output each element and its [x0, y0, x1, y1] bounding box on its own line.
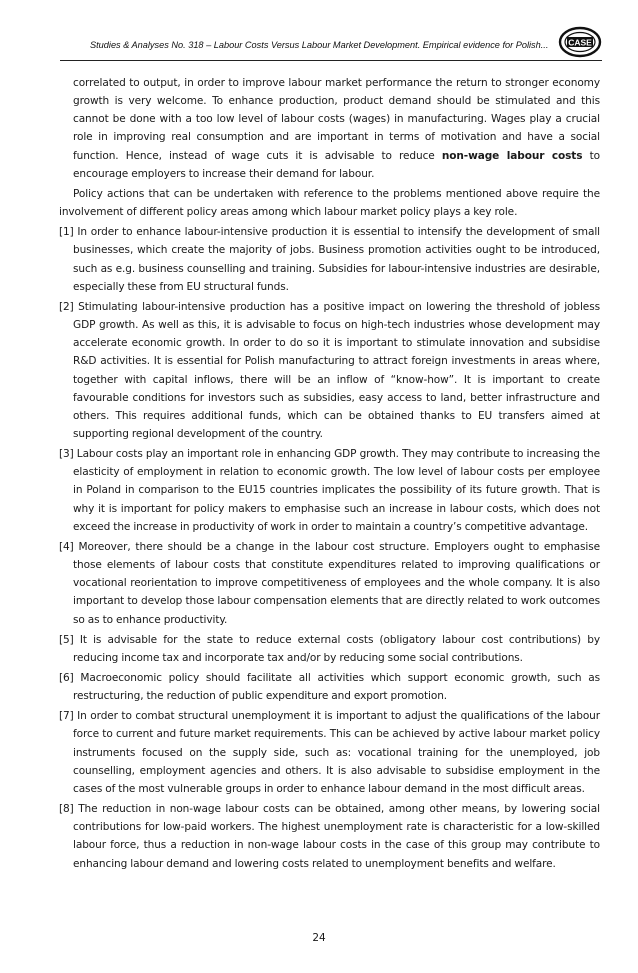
list-item-text: Labour costs play an important role in enhancing GDP growth. They may contribute to increasing the elasticity of employment in relation to economic growth. The low level of labour costs per employee in Poland in comparison to the EU15 countries implicates the possibility of its future growth. That is why it is important for policy makers to emphasise such an increase in labour costs, which does not exceed the increase in productivity of work in order to maintain a country’s competitive advantage.: [73, 448, 600, 533]
case-logo-graphic: [558, 26, 602, 58]
list-item-text: In order to combat structural unemployment it is important to adjust the qualifications of the labour force to current and future market requirements. This can be achieved by active labour market policy instruments focused on the supply side, such as: vocational training for the unemployed, job counselling, employment agencies and others. It is also advisable to subsidise employment in the cases of the most vulnerable groups in order to enhance labour demand in the most difficult areas.: [73, 710, 600, 795]
list-marker: [3]: [59, 448, 74, 461]
list-marker: [8]: [59, 803, 74, 816]
running-header: [60, 26, 602, 62]
list-item: [59, 707, 600, 798]
list-item: [59, 631, 600, 667]
list-item-text: Moreover, there should be a change in the labour cost structure. Employers ought to emphasise those elements of labour costs that constitute expenditures related to improving qualifications or vocational reorientation to improve competitiveness of employees and the whole company. It is also important to develop those labour compensation elements that are directly related to work outcomes so as to enhance productivity.: [73, 540, 600, 626]
case-logo-icon: [558, 26, 602, 58]
list-item-text: Stimulating labour-intensive production has a positive impact on lowering the threshold of jobless GDP growth. As well as this, it is advisable to focus on high-tech industries whose development may accelerate economic growth. In order to do so it is important to stimulate innovation and subsidise R&D activities. It is essential for Polish manufacturing to attract foreign investments in areas where, together with capital inflows, there will be an inflow of “know-how”. It is important to create favourable conditions for investors such as subsidies, easy access to land, better infrastructure and others. This requires additional funds, which can be obtained thanks to EU transfers aimed at supporting regional development of the country.: [73, 300, 600, 440]
list-item-text: It is advisable for the state to reduce external costs (obligatory labour cost contributions) by reducing income tax and incorporate tax and/or by reducing some social contributions.: [73, 633, 600, 664]
intro-text-2: to encourage employers to increase their demand for labour.: [73, 149, 600, 180]
list-item: [59, 445, 600, 536]
list-marker: [2]: [59, 300, 74, 313]
list-marker: [1]: [59, 226, 74, 239]
list-item: [59, 223, 600, 296]
intro-text-1: correlated to output, in order to improve labour market performance the return to stronger economy growth is very welcome. To enhance production, product demand should be stimulated and this cannot be done with a too low level of labour costs (wages) in manufacturing. Wages play a crucial role in improving real consumption and are important in terms of motivation and have a social function. Hence, instead of wage cuts it is advisable to reduce: [73, 77, 600, 162]
list-marker: [5]: [59, 633, 74, 646]
intro-paragraph: [59, 74, 600, 183]
list-item-text: The reduction in non-wage labour costs can be obtained, among other means, by lowering social contributions for low-paid workers. The highest unemployment rate is characteristic for a low-skilled labour force, thus a reduction in non-wage labour costs in the case of this group may contribute to enhancing labour demand and lowering costs related to unemployment benefits and welfare.: [73, 803, 600, 870]
list-marker: [6]: [59, 672, 74, 684]
intro-bold-term: non-wage labour costs: [441, 149, 583, 162]
logo-text: CASE: [568, 37, 592, 48]
page-number: 24: [312, 932, 326, 944]
list-item: [59, 298, 600, 443]
list-item: [59, 538, 600, 629]
list-marker: [7]: [59, 710, 74, 723]
list-item-text: In order to enhance labour-intensive production it is essential to intensify the development of small businesses, which create the majority of jobs. Business promotion activities ought to be introduced, such as e.g. business counselling and training. Subsidies for labour-intensive industries are desirable, especially these from EU structural funds.: [73, 226, 600, 293]
header-title: Studies & Analyses No. 318 – Labour Costs Versus Labour Market Development. Empirical evidence for Polish...: [90, 40, 549, 50]
header-rule: [60, 60, 602, 61]
list-marker: [4]: [59, 540, 74, 553]
policy-intro-paragraph: Policy actions that can be undertaken with reference to the problems mentioned above require the involvement of different policy areas among which labour market policy plays a key role.: [59, 187, 600, 219]
list-item: [59, 800, 600, 873]
list-item-text: Macroeconomic policy should facilitate all activities which support economic growth, such as restructuring, the reduction of public expenditure and export promotion.: [73, 672, 600, 703]
list-item: [59, 669, 600, 705]
main-text: [59, 74, 600, 875]
